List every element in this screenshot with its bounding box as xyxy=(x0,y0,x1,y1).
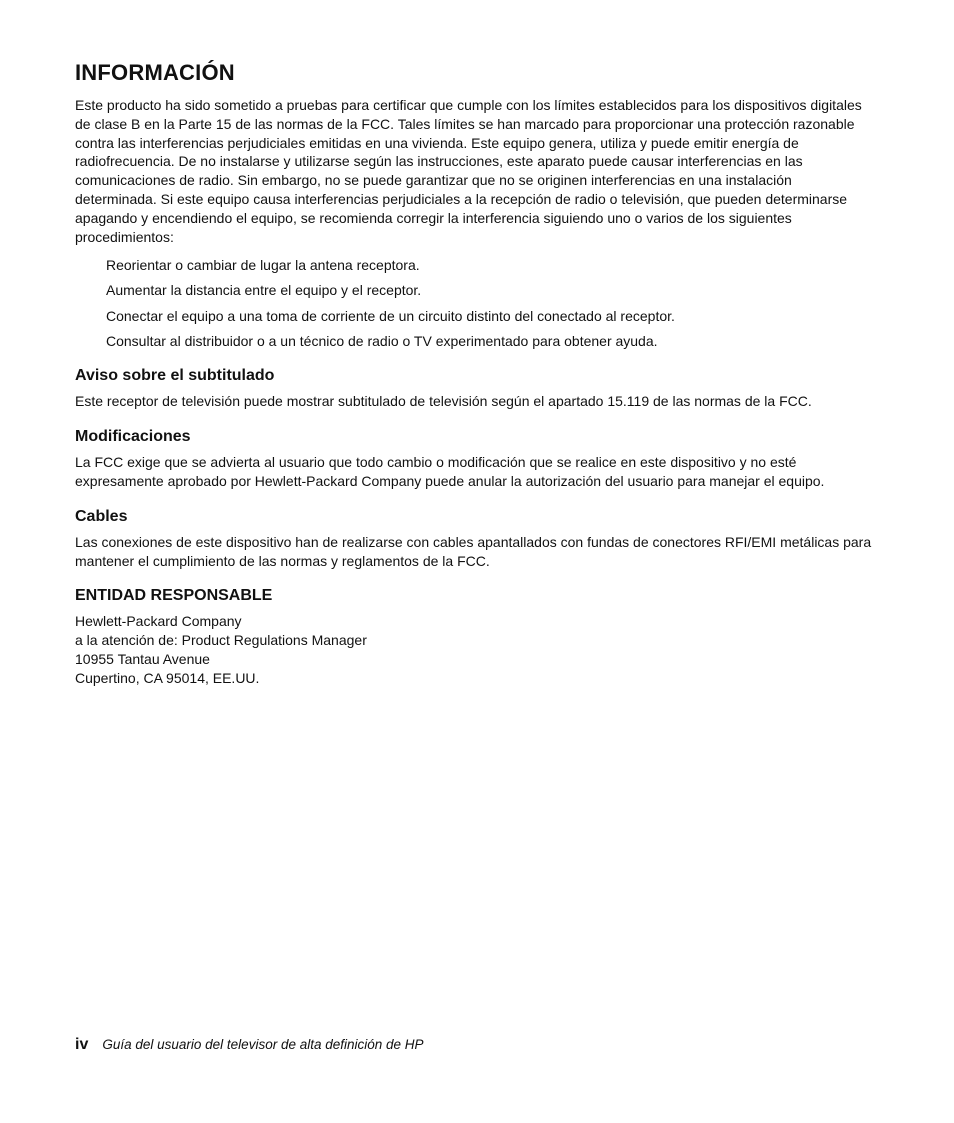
section-body: La FCC exige que se advierta al usuario que todo cambio o modificación que se realice en este dispositivo y no esté expresamente aprobado por Hewlett-Packard Company puede anular la autorización del usuario para manejar el equipo. xyxy=(75,454,825,490)
section-subtitling xyxy=(75,366,875,411)
list-item: Aumentar la distancia entre el equipo y el receptor. xyxy=(106,282,422,299)
address-line: Hewlett-Packard Company xyxy=(75,613,242,630)
procedure-list xyxy=(106,256,875,350)
address-block xyxy=(75,612,875,688)
list-item: Reorientar o cambiar de lugar la antena receptora. xyxy=(106,257,420,274)
section-responsible-party xyxy=(75,586,875,688)
page-number: iv xyxy=(75,1036,89,1053)
section-title: Modificaciones xyxy=(75,428,191,446)
section-title: ENTIDAD RESPONSABLE xyxy=(75,587,273,605)
section-cables xyxy=(75,507,875,571)
section-body: Este receptor de televisión puede mostrar subtitulado de televisión según el apartado 15.119 de las normas de la FCC. xyxy=(75,393,812,410)
document-page xyxy=(75,58,875,704)
page-footer xyxy=(75,1036,424,1054)
list-item: Conectar el equipo a una toma de corriente de un circuito distinto del conectado al receptor. xyxy=(106,307,675,324)
footer-title: Guía del usuario del televisor de alta definición de HP xyxy=(102,1037,424,1052)
address-line: 10955 Tantau Avenue xyxy=(75,651,210,668)
section-modifications xyxy=(75,427,875,491)
section-body: Las conexiones de este dispositivo han de realizarse con cables apantallados con fundas de conectores RFI/EMI metálicas para mantener el cumplimiento de las normas y reglamentos de la FCC. xyxy=(75,533,872,569)
section-title: Cables xyxy=(75,507,128,525)
intro-paragraph: Este producto ha sido sometido a pruebas para certificar que cumple con los límites establecidos para los dispositivos digitales de clase B en la Parte 15 de las normas de la FCC. Tales límites se han marcado para proporcionar una protección razonable contra las interferencias perjudiciales emitidas en una vivienda. Este equipo genera, utiliza y puede emitir energía de radiofrecuencia. De no instalarse y utilizarse según las instrucciones, este aparato puede causar interferencias en las comunicaciones de radio. Sin embargo, no se puede garantizar que no se originen interferencias en una instalación determinada. Si este equipo causa interferencias perjudiciales a la recepción de radio o televisión, que pueden determinarse apagando y encendiendo el equipo, se recomienda corregir la interferencia siguiendo uno o varios de los siguientes procedimientos: xyxy=(75,97,862,245)
address-line: Cupertino, CA 95014, EE.UU. xyxy=(75,670,260,687)
section-title: Aviso sobre el subtitulado xyxy=(75,367,275,385)
list-item: Consultar al distribuidor o a un técnico de radio o TV experimentado para obtener ayuda. xyxy=(106,332,658,349)
address-line: a la atención de: Product Regulations Manager xyxy=(75,632,367,649)
page-heading: INFORMACIÓN xyxy=(75,60,235,85)
